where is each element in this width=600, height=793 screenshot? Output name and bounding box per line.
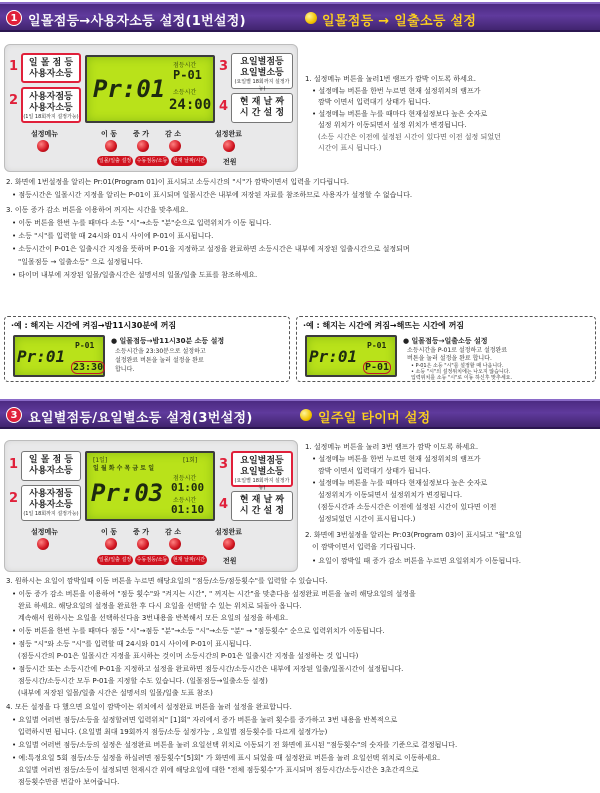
p3-key4-label: 현 재 날 짜 시 간 설 정 [239,495,285,516]
section1-title: 일몰점등→사용자소등 설정(1번설정) [28,14,246,29]
instr3-line3: 깜박 이면서 입력대기 상태가 됩니다. [318,467,431,475]
lcd3-time1: 01:00 [171,481,205,494]
para3-line1: 3. 원하시는 요일이 깜박일때 이동 버튼을 누르면 해당요일의 "점등/소등/점등횟수"를 입력할 수 있습니다. [6,577,328,585]
para1-line4: • 이동 버튼을 한번 누를 때마다 소등 "시"→소등 "분"순으로 입력위치가 이동 됩니다. [12,219,272,227]
key2-sub: (1일 18회까지 설정가능) [23,114,79,120]
instr1-line1: 1. 설정메뉴 버튼을 눌러1번 램프가 깜박 이도록 하세요. [305,75,476,83]
key4-number: 4 [219,99,229,114]
section3-subtitle: 일주일 타이머 설정 [318,411,431,426]
move-button[interactable] [105,140,117,152]
lcd3-time2: 01:10 [171,503,205,516]
lcd3-label-on: 점등시간 [173,475,197,482]
example1-lcd-program: Pr:01 [17,347,66,366]
example2-line3: • P-01은 소등 "시"를 설정할 때 나옵니다. [411,363,504,369]
lcd-label-on: 점등시간 [173,62,197,69]
example2-lcd-program: Pr:01 [309,347,358,366]
bullet-dot-icon [305,12,317,24]
p3-key2-number: 2 [9,491,19,506]
instr3-line5: 설정위치가 이동되면서 설정위치가 변경됩니다. [318,491,463,499]
instr3-line2: • 설정메뉴 버튼을 한번 누르면 현재 설정위치의 램프가 [312,455,481,463]
timer-panel-3 [4,440,298,572]
p3-key4-number: 4 [219,497,229,512]
example2-lcd-p01-off: P-01 [365,362,390,373]
para3-line6: • 점등 "시"와 소등 "시"를 입력할 때 24시와 01시 사이에 P-01이 표시됩니다. [12,640,252,648]
example2-line2: 버튼을 눌러 설정을 완료 합니다. [407,355,492,362]
lcd-p01: P-01 [173,68,202,82]
example2-line5: 입력위치를 소등 "시"로 이동 하신후 맞추세요. [411,375,513,381]
p3-key1-number: 1 [9,457,19,472]
menu-button[interactable] [37,140,49,152]
key2-label: 사용자점등 사용자소등 [29,92,73,113]
para3-line15: • 예:특정요일 5회 점등/소등 설정을 하실려면 점등횟수"[5]회" 가 화면에 표시 되었을 때 설정완료 버튼을 눌러 요일선택 위치로 이동하세요. [12,754,441,762]
para3-line8: • 점등시간 또는 소등시간에 P-01을 지정하고 설정을 완료하면 점등시간/소등시간은 내부에 저장된 일출/일몰시간이 설정됩니다. [12,665,404,673]
p3-key3-number: 3 [219,457,229,472]
section3-number: 3 [6,407,22,423]
section3-header [0,399,600,429]
p3-btn-label-menu: 설정메뉴 [31,528,59,536]
btn-label-done: 설정완료 [215,130,243,138]
example2-bullet: ● 일몰점등→일출소등 설정 [403,337,488,345]
p3-move-button[interactable] [105,538,117,550]
instr1-line5: 설정 위치가 이동되면서 설정 위치가 변경됩니다. [318,121,467,129]
p3-key3-sub: (요일별 18회까지 설정가능) [234,478,290,491]
p3-oval-manual: 수동점등/소등 [136,557,168,563]
power-label: 전원 [223,158,237,166]
example1-line3: 합니다. [115,366,135,373]
example2-line1: 소등시간을 P-01로 설정하고 설정완료 [407,347,508,354]
down-button[interactable] [169,140,181,152]
section1-subtitle: 일몰점등 → 일출소등 설정 [322,14,477,29]
key3-sub: (요일별 18회까지 설정가능) [234,79,290,92]
example1-line2: 설정완료 버튼을 눌러 설정을 완료 [115,357,204,364]
oval-date: 현재 날짜/시간 [172,158,206,164]
instr1-line7: 시간이 표시 됩니다.) [318,144,382,152]
example1-head: ·예 : 해지는 시간에 켜짐→밤11시30분에 꺼짐 [11,321,177,330]
para1-line3: 3. 이동 증가 감소 버튼을 이용하여 꺼지는 시간을 맞추세요. [6,206,189,214]
p3-btn-label-move: 이 동 [101,528,117,536]
example2-line4: • 소등 "시"의 설정위치에는 나오지 않습니다. [411,369,511,375]
para3-line2: • 이동 증가 감소 버튼을 이용하여 "점등 횟수"와 "켜지는 시간", " 꺼지는 시간"을 맞춘다음 설정완료 버튼을 눌러 해당요일의 설정을 [12,590,416,598]
para3-line12: • 요일별 여러번 점등/소등을 설정할려면 입력위치" [1]회" 자리에서 증가 버튼을 눌러 횟수를 증가하고 3번 내용을 반복적으로 [12,716,398,724]
para3-line9: 점등시간/소등시간 모두 P-01을 지정할 수도 있습니다. (일몰점등→일출소등 설정) [18,677,268,685]
p3-btn-label-done: 설정완료 [215,528,243,536]
instr1-line4: • 설정메뉴 버튼을 누를 때마다 현재설정보다 높은 숫자로 [312,110,488,118]
example1-lcd-p01: P-01 [75,341,95,350]
key3-label: 요일별점등 요일별소등 [240,57,284,78]
key1-number: 1 [9,59,19,74]
up-button[interactable] [137,140,149,152]
section3-title: 요일별점등/요일별소등 설정(3번설정) [28,411,253,426]
section1-number: 1 [6,10,22,26]
example-box-1 [4,316,290,382]
p3-key2-label: 사용자점등 사용자소등 [29,489,73,510]
instr1-line6: (소등 시간은 이전에 설정된 시간이 있다면 이전 설정 되었던 [318,133,501,141]
instr3-line10: • 요일이 깜박일 때 증가 감소 버튼을 누르면 요일위치가 이동됩니다. [312,557,521,565]
example2-head: ·예 : 해지는 시간에 켜짐→해뜨는 시간에 꺼짐 [303,321,465,330]
key1-label: 일 몰 점 등 사용자소등 [28,58,74,79]
lcd3-count: [1회] [183,457,198,464]
oval-sunset: 일몰/일출 설정 [98,158,132,164]
example2-lcd-p01: P-01 [367,341,387,350]
instr3-line1: 1. 설정메뉴 버튼을 눌러 3번 램프가 깜박 이도록 하세요. [305,443,479,451]
para3-line7: (점등시간의 P-01은 일몰시간 지정을 표시하는 것이며 소등시간의 P-01은 일출시간 지정을 설정하는 것 입니다) [18,652,359,660]
btn-label-up: 증 가 [133,130,149,138]
p3-power-label: 전원 [223,557,237,565]
para3-line10: (내부에 저장된 일몰/일출 시간은 설명서의 일몰/일출 도표 참조) [18,689,213,697]
instr3-line8: 2. 화면에 3번설정을 알리는 Pr:03(Program 03)이 표시되고 "월"요일 [305,531,522,539]
lcd3-day: [1일] [93,457,108,464]
para1-line2: • 점등시간은 일몰시간 지정을 알리는 P-01이 표시되며 일몰시간은 내부에 저장된 자료를 참조하므로 사용자가 설정할 수 없습니다. [12,191,413,199]
oval-manual: 수동점등/소등 [136,158,168,164]
para3-line17: 점등횟수만큼 번갈아 보여줍니다. [18,778,120,786]
para3-line13: 입력하시면 됩니다. (요일별 최대 19회까지 점등/소등 설정가능 , 요일별 점등횟수를 다르게 설정가능) [18,728,328,736]
p3-key4-box [231,491,293,521]
para1-line1: 2. 화면에 1번설정을 알리는 Pr:01(Program 01)이 표시되고 소등시간의 "시"가 깜박이면서 입력을 기다립니다. [6,178,349,186]
instr3-line4: • 설정메뉴 버튼을 누를 때마다 현재설정보다 높은 숫자로 [312,479,488,487]
para3-line3: 완료 하세요. 해당요일의 설정을 완료한 후 다시 요일을 선택할 수 있는 위치로 되돌아 옵니다. [18,602,302,610]
key3-number: 3 [219,59,229,74]
lcd3-label-off: 소등시간 [173,497,197,504]
para3-line5: • 이동 버튼을 한번 누를 때마다 점등 "시"→점등 "분"→소등 "시"→소등 "분" → "점등횟수" 순으로 입력위치가 이동됩니다. [12,627,385,635]
p3-key2-box [21,485,81,521]
lcd3-weekdays: 일 월 화 수 목 금 토 일 [93,465,154,472]
instr3-line7: 설정되었던 시간이 표시됩니다.) [318,515,416,523]
instr1-line3: 깜박 이면서 입력대기 상태가 됩니다. [318,98,431,106]
para1-line7: "일몰점등 → 일출소등" 으로 설정됩니다. [18,258,143,266]
example1-lcd-time: 23:30 [73,362,104,373]
key3-box [231,53,293,92]
para1-line5: • 소등 "시"를 입력할 때 24시와 01시 사이에 P-01이 표시됩니다. [12,232,214,240]
instr3-line6: (점등시간과 소등시간은 이전에 설정된 시간이 있다면 이전 [318,503,497,511]
para1-line6: • 소등시간이 P-01은 일출시간 지정을 뜻하며 P-01을 지정하고 설정을 완료하면 소등시간은 내부에 저장된 일출시간으로 설정되며 [12,245,410,253]
para3-line16: 요일별 여러번 점등/소등이 설정되면 현재시간 위에 해당요일에 대한 "전체 점등횟수"가 표시되며 점등시간/소등시간은 3초간격으로 [18,766,419,774]
bullet-dot-icon [300,409,312,421]
p3-btn-label-up: 증 가 [133,528,149,536]
example1-line1: 소등시간을 23:30분으로 설정하고 [115,348,206,355]
timer-panel-1 [4,44,298,172]
btn-label-menu: 설정메뉴 [31,130,59,138]
para1-line8: • 타이머 내부에 저장된 일몰/일출시간은 설명서의 일몰/일출 도표를 참조하세요. [12,271,258,279]
key4-box [231,93,293,123]
p3-oval-sunset: 일몰/일출 설정 [98,557,132,563]
instr1-line2: • 설정메뉴 버튼을 한번 누르면 현재 설정위치의 램프가 [312,87,481,95]
lcd-label-off: 소등시간 [173,89,197,96]
p3-oval-date: 현재 날짜/시간 [172,557,206,563]
lcd3-program: Pr:03 [91,479,164,507]
p3-btn-label-down: 감 소 [165,528,181,536]
lcd-time: 24:00 [169,97,212,113]
p3-down-button[interactable] [169,538,181,550]
p3-key3-label: 요일별점등 요일별소등 [240,456,284,477]
section1-header [0,2,600,32]
para3-line14: • 요일별 여러번 점등/소등의 설정은 설정완료 버튼을 눌러 요일선택 위치로 이동되기 전 화면에 표시된 "점등횟수"의 숫자를 기준으로 결정됩니다. [12,741,458,749]
key2-number: 2 [9,93,19,108]
lcd-program: Pr:01 [93,75,166,103]
para3-line11: 4. 모든 설정을 다 했으면 요일이 깜박이는 위치에서 설정완료 버튼을 눌러 설정을 완료합니다. [6,703,292,711]
para3-line4: 계속해서 원하시는 요일을 선택하신다음 3번내용을 반복해서 모든 요일의 설정을 하세요. [18,614,289,622]
example-box-2 [296,316,596,382]
done-button[interactable] [223,140,235,152]
p3-key3-box [231,451,293,491]
lcd-display-1 [85,55,215,123]
p3-menu-button[interactable] [37,538,49,550]
key4-label: 현 재 날 짜 시 간 설 정 [239,97,285,118]
example1-bullet: ● 일몰점등→밤11시30분 소등 설정 [111,337,225,345]
example1-lcd [13,335,105,377]
p3-key1-label: 일 몰 점 등 사용자소등 [28,455,74,476]
instr3-line9: 이 깜박이면서 입력을 기다립니다. [312,543,416,551]
p3-key1-box [21,451,81,481]
key2-box [21,87,81,123]
lcd-display-3 [85,451,215,521]
btn-label-down: 감 소 [165,130,181,138]
p3-done-button[interactable] [223,538,235,550]
example2-lcd [305,335,397,377]
p3-key2-sub: (1일 18회까지 설정가능) [23,511,79,517]
btn-label-move: 이 동 [101,130,117,138]
key1-box [21,53,81,83]
p3-up-button[interactable] [137,538,149,550]
